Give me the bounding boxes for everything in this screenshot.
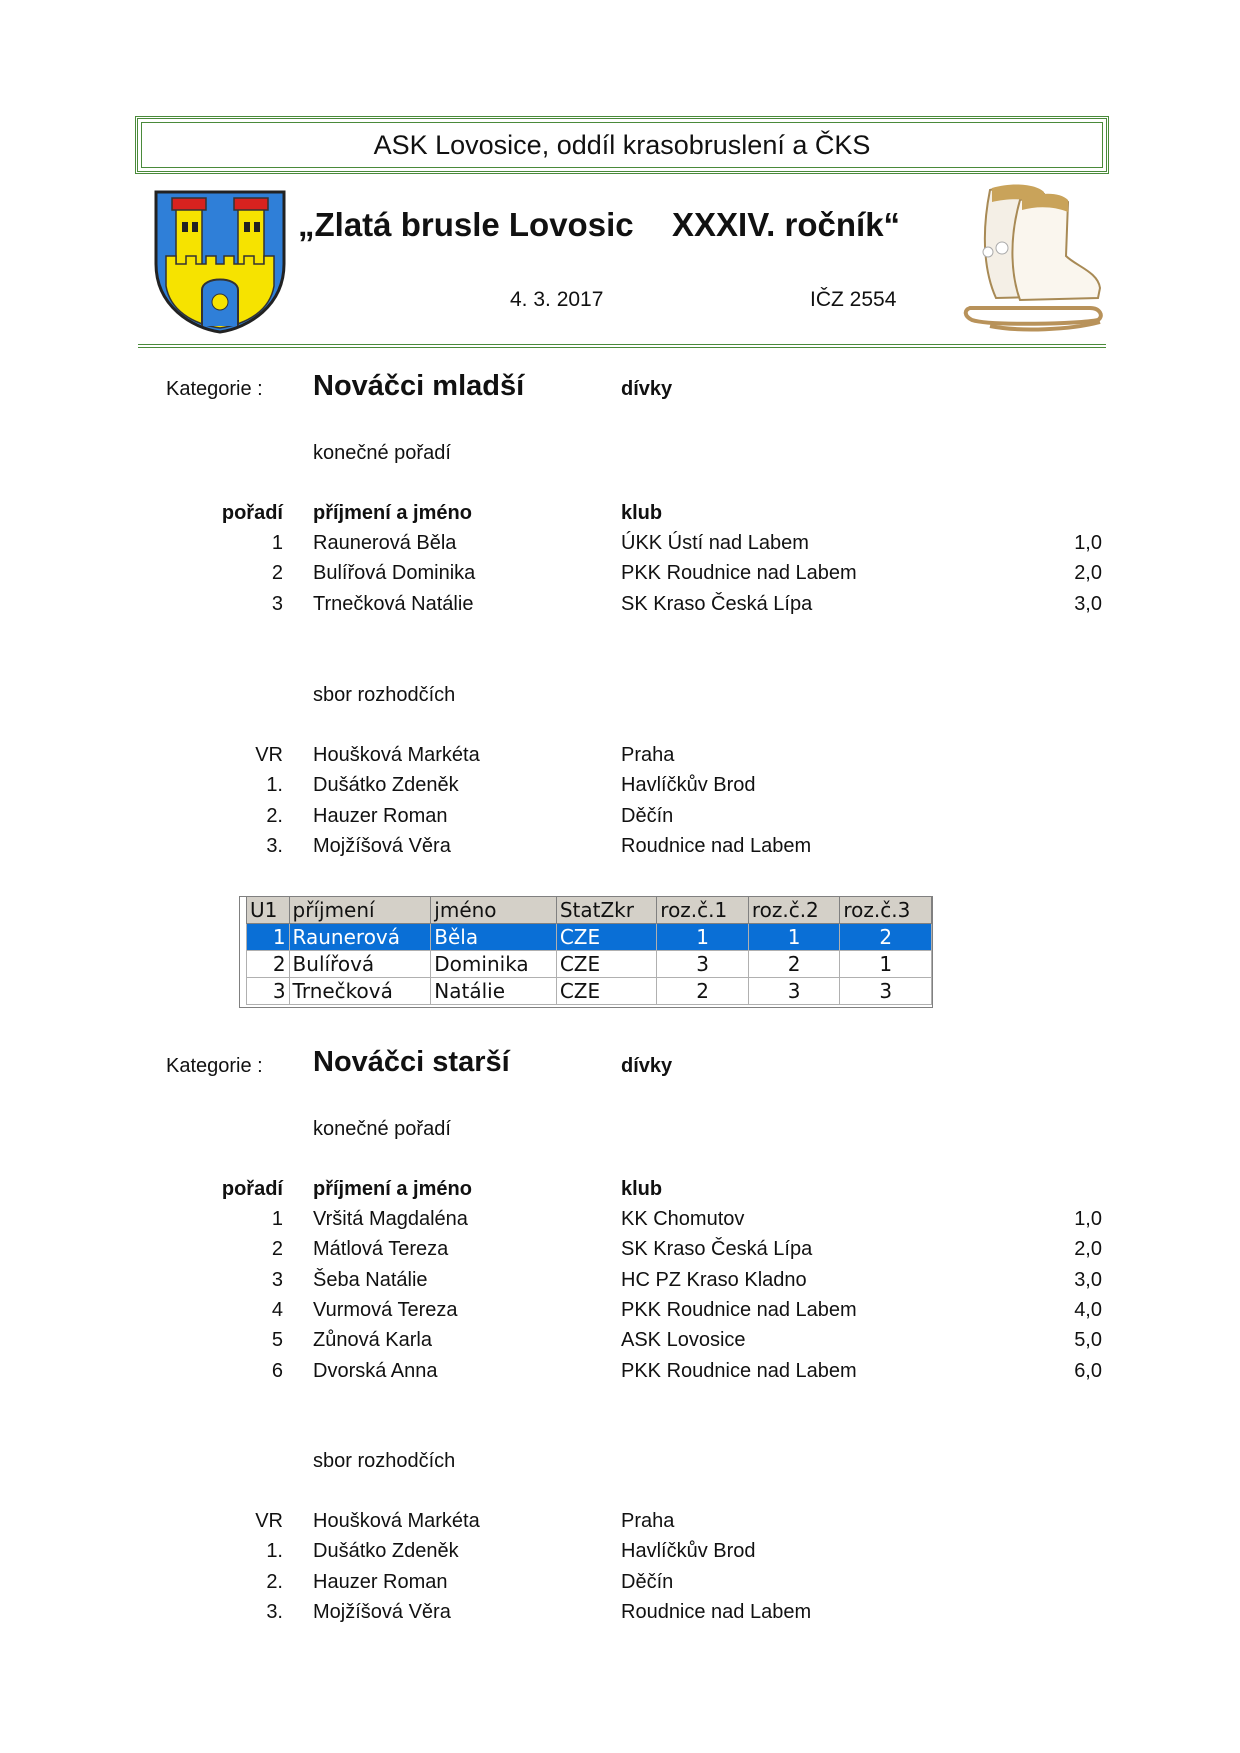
judge-role: 3.	[266, 1600, 283, 1623]
result-score: 3,0	[1074, 592, 1102, 615]
result-name: Bulířová Dominika	[313, 562, 476, 585]
result-name: Trnečková Natálie	[313, 592, 474, 615]
ice-skates-icon	[950, 180, 1110, 335]
result-rank: 1	[271, 532, 283, 554]
result-row	[0, 1329, 1240, 1355]
result-name: Dvorská Anna	[313, 1359, 438, 1382]
club-column-header: klub	[621, 1178, 663, 1200]
judge-city: Roudnice nad Labem	[621, 1600, 812, 1623]
result-row	[0, 1269, 1240, 1295]
result-name: Vurmová Tereza	[313, 1298, 458, 1321]
grid-cell[interactable]: Raunerová	[289, 924, 431, 951]
category-label: Kategorie :	[166, 378, 263, 400]
result-row	[0, 1360, 1240, 1386]
judge-city: Praha	[621, 1510, 675, 1532]
final-order-label: konečné pořadí	[313, 442, 451, 464]
result-score: 2,0	[1074, 562, 1102, 585]
judge-name: Mojžíšová Věra	[313, 834, 451, 857]
result-name: Vršitá Magdaléna	[313, 1208, 468, 1230]
judge-name: Mojžíšová Věra	[313, 1600, 451, 1623]
result-score: 2,0	[1074, 1238, 1102, 1261]
result-rank: 3	[271, 592, 283, 615]
judges-label: sbor rozhodčích	[313, 1450, 456, 1472]
result-rank: 2	[271, 1238, 283, 1261]
result-name: Mátlová Tereza	[313, 1238, 449, 1261]
judge-name: Houšková Markéta	[313, 1510, 480, 1532]
judge-row	[0, 774, 1240, 800]
grid-cell[interactable]: 2	[247, 951, 290, 978]
result-row	[0, 562, 1240, 588]
grid-column-header[interactable]: příjmení	[289, 897, 431, 924]
judge-row	[0, 835, 1240, 861]
judge-name: Houšková Markéta	[313, 744, 480, 766]
results-header	[0, 502, 1240, 528]
result-club: HC PZ Kraso Kladno	[621, 1268, 807, 1291]
judge-row	[0, 744, 1240, 770]
result-club: PKK Roudnice nad Labem	[621, 562, 857, 585]
final-order-label: konečné pořadí	[313, 1118, 451, 1140]
event-edition: XXXIV. ročník“	[672, 206, 901, 243]
judge-role: VR	[255, 744, 283, 766]
judge-role: 1.	[266, 1540, 283, 1563]
event-date: 4. 3. 2017	[510, 288, 604, 311]
rank-column-header: pořadí	[221, 1178, 283, 1200]
result-club: PKK Roudnice nad Labem	[621, 1359, 857, 1382]
result-row	[0, 532, 1240, 558]
judge-role: 1.	[266, 774, 283, 797]
category-name: Nováčci mladší	[313, 370, 525, 402]
result-score: 1,0	[1074, 1208, 1102, 1230]
result-name: Zůnová Karla	[313, 1329, 432, 1352]
grid-cell[interactable]: Dominika	[431, 951, 557, 978]
grid-cell[interactable]: 1	[657, 924, 749, 951]
result-club: SK Kraso Česká Lípa	[621, 1238, 813, 1261]
name-column-header: příjmení a jméno	[313, 1178, 472, 1200]
judge-city: Havlíčkův Brod	[621, 774, 756, 797]
result-club: PKK Roudnice nad Labem	[621, 1298, 857, 1321]
category-label: Kategorie :	[166, 1055, 263, 1077]
grid-cell[interactable]: 1	[247, 924, 290, 951]
judge-name: Dušátko Zdeněk	[313, 1540, 459, 1563]
judge-row	[0, 805, 1240, 831]
grid-column-header[interactable]: roz.č.1	[657, 897, 749, 924]
judge-role: 3.	[266, 834, 283, 857]
result-rank: 2	[271, 562, 283, 585]
grid-cell[interactable]: 1	[840, 951, 932, 978]
result-club: SK Kraso Česká Lípa	[621, 592, 813, 615]
judge-role: 2.	[266, 804, 283, 827]
judge-row	[0, 1510, 1240, 1536]
result-club: ÚKK Ústí nad Labem	[621, 532, 809, 554]
grid-column-header[interactable]: roz.č.3	[840, 897, 932, 924]
grid-cell[interactable]: Trnečková	[289, 978, 431, 1005]
judge-city: Havlíčkův Brod	[621, 1540, 756, 1563]
result-rank: 4	[271, 1298, 283, 1321]
grid-cell[interactable]: 3	[247, 978, 290, 1005]
event-icz: IČZ 2554	[810, 288, 897, 311]
result-club: ASK Lovosice	[621, 1329, 746, 1352]
judge-city: Praha	[621, 744, 675, 766]
grid-cell[interactable]: 3	[748, 978, 840, 1005]
coat-of-arms-icon	[152, 186, 288, 334]
event-title: „Zlatá brusle Lovosic	[298, 206, 634, 243]
result-row	[0, 1299, 1240, 1325]
category-name: Nováčci starší	[313, 1046, 510, 1078]
category-gender: dívky	[621, 1055, 673, 1077]
judge-city: Roudnice nad Labem	[621, 834, 812, 857]
organization-title: ASK Lovosice, oddíl krasobruslení a ČKS	[373, 130, 871, 160]
grid-row[interactable]	[247, 951, 932, 978]
judge-name: Hauzer Roman	[313, 1570, 448, 1593]
result-name: Raunerová Běla	[313, 532, 457, 554]
name-column-header: příjmení a jméno	[313, 502, 472, 524]
grid-cell[interactable]: 2	[657, 978, 749, 1005]
result-name: Šeba Natálie	[313, 1268, 428, 1291]
result-score: 1,0	[1074, 532, 1102, 554]
grid-row[interactable]	[247, 924, 932, 951]
result-club: KK Chomutov	[621, 1208, 745, 1230]
result-row	[0, 593, 1240, 619]
grid-cell[interactable]: CZE	[556, 978, 656, 1005]
result-rank: 1	[271, 1208, 283, 1230]
result-row	[0, 1238, 1240, 1264]
grid-cell[interactable]: 3	[840, 978, 932, 1005]
judges-label: sbor rozhodčích	[313, 684, 456, 706]
judge-row	[0, 1571, 1240, 1597]
grid-cell[interactable]: Natálie	[431, 978, 557, 1005]
grid-cell[interactable]: 3	[657, 951, 749, 978]
category-gender: dívky	[621, 378, 673, 400]
grid-cell[interactable]: 1	[748, 924, 840, 951]
grid-cell[interactable]: Běla	[431, 924, 557, 951]
grid-column-header[interactable]: jméno	[431, 897, 557, 924]
judge-row	[0, 1601, 1240, 1627]
grid-column-header[interactable]: U1	[247, 897, 290, 924]
rank-column-header: pořadí	[221, 502, 283, 524]
results-grid	[239, 896, 933, 1008]
grid-row[interactable]	[247, 978, 932, 1005]
results-header	[0, 1178, 1240, 1204]
header-divider	[138, 344, 1106, 348]
grid-cell[interactable]: Bulířová	[289, 951, 431, 978]
judge-name: Hauzer Roman	[313, 804, 448, 827]
judge-role: VR	[255, 1510, 283, 1532]
grid-column-header[interactable]: StatZkr	[556, 897, 656, 924]
result-score: 4,0	[1074, 1298, 1102, 1321]
judge-city: Děčín	[621, 1570, 674, 1593]
judge-name: Dušátko Zdeněk	[313, 774, 459, 797]
grid-cell[interactable]: 2	[840, 924, 932, 951]
judge-city: Děčín	[621, 804, 674, 827]
judge-row	[0, 1540, 1240, 1566]
result-row	[0, 1208, 1240, 1234]
grid-cell[interactable]: CZE	[556, 951, 656, 978]
result-rank: 5	[271, 1329, 283, 1352]
result-score: 3,0	[1074, 1268, 1102, 1291]
club-column-header: klub	[621, 502, 663, 524]
result-score: 5,0	[1074, 1329, 1102, 1352]
grid-header-row	[247, 897, 932, 924]
grid-cell[interactable]: 2	[748, 951, 840, 978]
grid-cell[interactable]: CZE	[556, 924, 656, 951]
judge-role: 2.	[266, 1570, 283, 1593]
grid-column-header[interactable]: roz.č.2	[748, 897, 840, 924]
result-score: 6,0	[1074, 1359, 1102, 1382]
result-rank: 3	[271, 1268, 283, 1291]
result-rank: 6	[271, 1359, 283, 1382]
